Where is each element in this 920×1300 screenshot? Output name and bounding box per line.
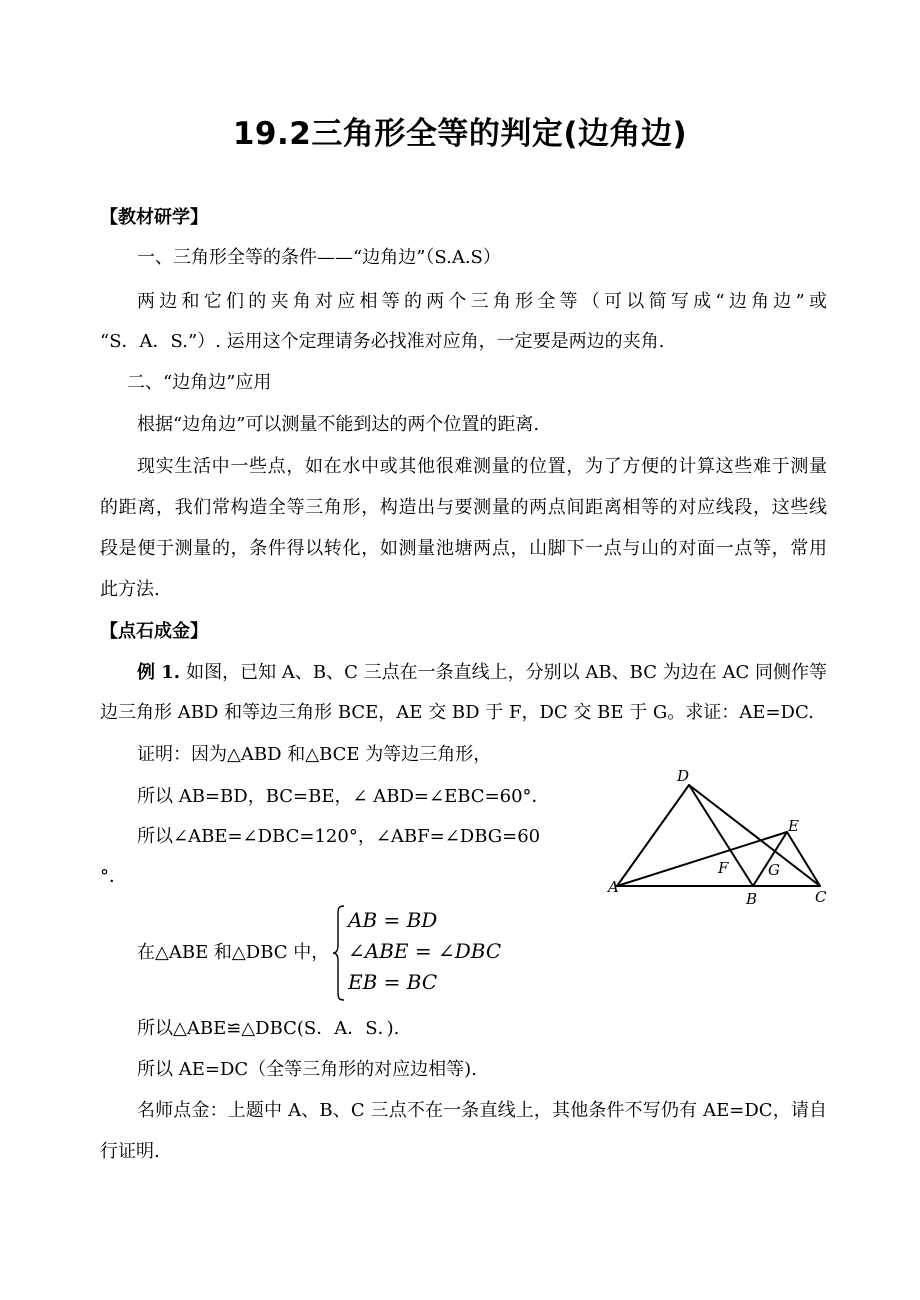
label-b: B [746, 890, 758, 908]
proof-line-1: 证明：因为△ABD 和△BCE 为等边三角形， [137, 744, 492, 765]
proof-in-triangles: 在△ABE 和△DBC 中， [137, 942, 330, 963]
page-title: 19.2三角形全等的判定(边角边) [232, 116, 688, 152]
segment-ad [617, 785, 689, 886]
proof-line-4: 所以△ABE≌△DBC(S．A．S．). [137, 1018, 400, 1039]
item-1-paragraph-line-2: “S．A．S.”）. 运用这个定理请务必找准对应角，一定要是两边的夹角. [100, 331, 665, 352]
proof-line-3-cont: °． [100, 866, 127, 887]
paragraph-3-line-3: 段是便于测量的，条件得以转化，如测量池塘两点，山脚下一点与山的对面一点等，常用 [100, 538, 827, 559]
system-equation-1: AB = BD [348, 908, 438, 932]
example-1-line-2: 边三角形 ABD 和等边三角形 BCE，AE 交 BD 于 F，DC 交 BE 于 G。求证：AE=DC. [100, 702, 814, 723]
note-line-2: 行证明. [100, 1141, 160, 1162]
section-heading-textbook: 【教材研学】 [100, 207, 208, 228]
example-1-line-1 [137, 661, 827, 685]
system-equation-2: ∠ABE = ∠DBC [348, 939, 502, 963]
label-e: E [788, 817, 799, 835]
label-g: G [768, 861, 780, 879]
proof-line-3: 所以∠ABE=∠DBC=120°，∠ABF=∠DBG=60 [137, 826, 541, 847]
label-c: C [815, 888, 827, 906]
system-equation-3: EB = BC [348, 970, 438, 994]
example-1-text-1: 如图，已知 A、B、C 三点在一条直线上，分别以 AB、BC 为边在 AC 同侧作等 [186, 662, 827, 683]
paragraph-3-line-2: 的距离，我们常构造全等三角形，构造出与要测量的两点间距离相等的对应线段，这些线 [100, 497, 827, 518]
proof-line-2: 所以 AB=BD，BC=BE，∠ ABD=∠EBC=60°． [137, 786, 550, 807]
item-2-paragraph: 根据“边角边”可以测量不能到达的两个位置的距离. [137, 414, 540, 435]
item-1-heading: 一、三角形全等的条件——“边角边”（S.A.S） [137, 247, 501, 268]
label-d: D [677, 767, 690, 785]
section-heading-examples: 【点石成金】 [100, 621, 208, 642]
segment-ae [617, 832, 787, 886]
system-brace [332, 905, 346, 1001]
example-1-label: 例 1. [137, 662, 181, 683]
triangle-figure [605, 765, 835, 910]
item-2-heading: 二、“边角边”应用 [127, 372, 272, 393]
paragraph-3-line-4: 此方法. [100, 579, 160, 600]
note-line-1: 名师点金：上题中 A、B、C 三点不在一条直线上，其他条件不写仍有 AE=DC，请自 [137, 1100, 827, 1121]
item-1-paragraph-line-1: 两边和它们的夹角对应相等的两个三角形全等（可以简写成“边角边”或 [137, 291, 827, 312]
segment-dc [689, 785, 820, 886]
paragraph-3-line-1: 现实生活中一些点，如在水中或其他很难测量的位置，为了方便的计算这些难于测量 [137, 456, 827, 477]
proof-line-5: 所以 AE=DC（全等三角形的对应边相等). [137, 1059, 477, 1080]
label-a: A [608, 878, 619, 896]
segment-ec [787, 832, 820, 886]
label-f: F [718, 859, 729, 877]
